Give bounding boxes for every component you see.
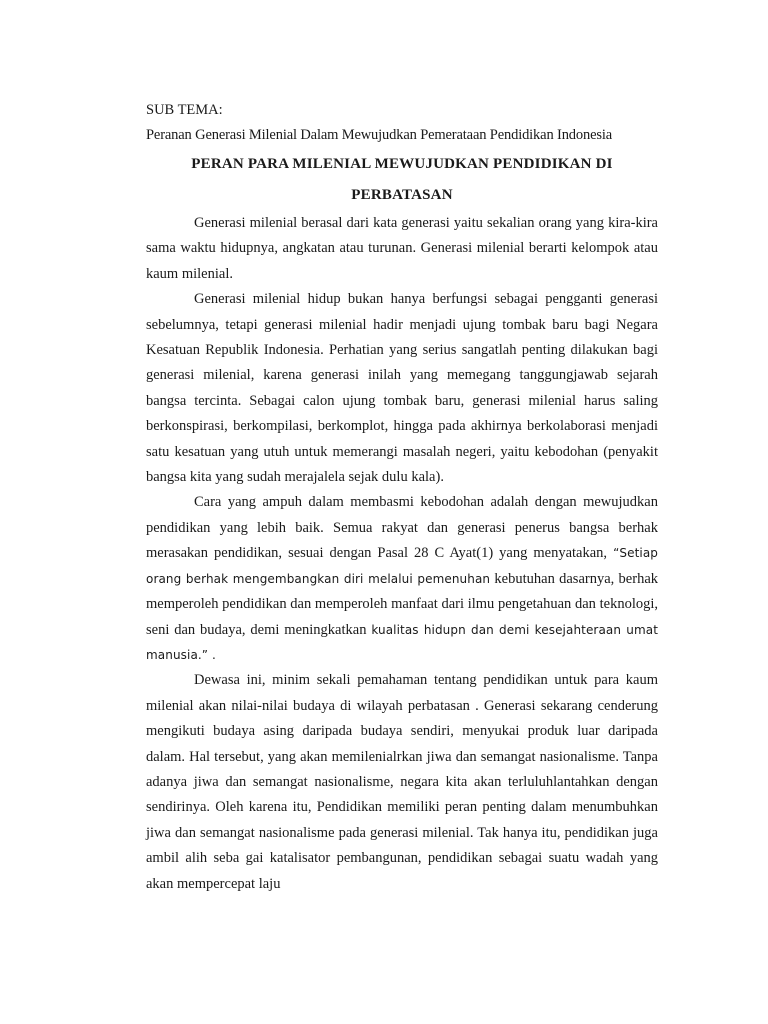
title-line-1: PERAN PARA MILENIAL MEWUJUDKAN PENDIDIKAN DI: [191, 156, 613, 172]
document-title: [146, 149, 658, 211]
document-body: [146, 98, 658, 897]
title-line-2: PERBATASAN: [351, 187, 453, 203]
paragraph-3: [146, 490, 658, 668]
sub-theme-label: SUB TEMA:: [146, 102, 223, 118]
paragraph-1: Generasi milenial berasal dari kata generasi yaitu sekalian orang yang kira-kira sama waktu hidupnya, angkatan atau turunan. Generasi milenial berarti kelompok atau kaum milenial.: [146, 215, 658, 282]
constitution-quote-close: kualitas hidupn dan demi kesejahteraan umat manusia.” .: [146, 622, 659, 662]
constitution-quote-open: “Setiap orang berhak mengembangkan diri melalui pemenuhan: [146, 546, 658, 586]
constitution-quote-middle: kebutuhan dasarnya, berhak memperoleh pendidikan dan memperoleh manfaat dari ilmu pengetahuan dan teknologi, seni dan budaya, demi meningkatkan: [146, 570, 659, 638]
paragraph-4: Dewasa ini, minim sekali pemahaman tentang pendidikan untuk para kaum milenial akan nilai-nilai budaya di wilayah perbatasan . Generasi sekarang cenderung mengikuti budaya asing daripada budaya sendiri, menyukai produk luar daripada dalam. Hal tersebut, yang akan memilenialrkan jiwa dan semangat nasionalisme. Tanpa adanya jiwa dan semangat nasionalisme, negara kita akan terluluhlantahkan dengan sendirinya. Oleh karena itu, Pendidikan memiliki peran penting dalam menumbuhkan jiwa dan semangat nasionalisme pada generasi milenial. Tak hanya itu, pendidikan juga ambil alih seba gai katalisator pembangunan, pendidikan sebagai suatu wadah yang akan mempercepat laju: [146, 672, 658, 892]
sub-theme-text: Peranan Generasi Milenial Dalam Mewujudkan Pemerataan Pendidikan Indonesia: [146, 127, 613, 143]
paragraph-3-text: Cara yang ampuh dalam membasmi kebodohan adalah dengan mewujudkan pendidikan yang lebih baik. Semua rakyat dan generasi penerus bangsa berhak merasakan pendidikan, sesuai dengan Pasal 28 C Ayat(1) yang menyatakan,: [146, 494, 658, 562]
paragraph-2: Generasi milenial hidup bukan hanya berfungsi sebagai pengganti generasi sebelumnya, tetapi generasi milenial hadir menjadi ujung tombak baru bagi Negara Kesatuan Republik Indonesia. Perhatian yang serius sangatlah penting dilakukan bagi generasi milenial, karena generasi inilah yang memegang tanggungjawab sejarah bangsa tercinta. Sebagai calon ujung tombak baru, generasi milenial harus saling berkonspirasi, berkompilasi, berkomplot, hingga pada akhirnya berkolaborasi menjadi satu kesatuan yang utuh untuk memerangi masalah negeri, yaitu kebodohan (penyakit bangsa kita yang sudah merajalela sejak dulu kala).: [146, 291, 658, 486]
